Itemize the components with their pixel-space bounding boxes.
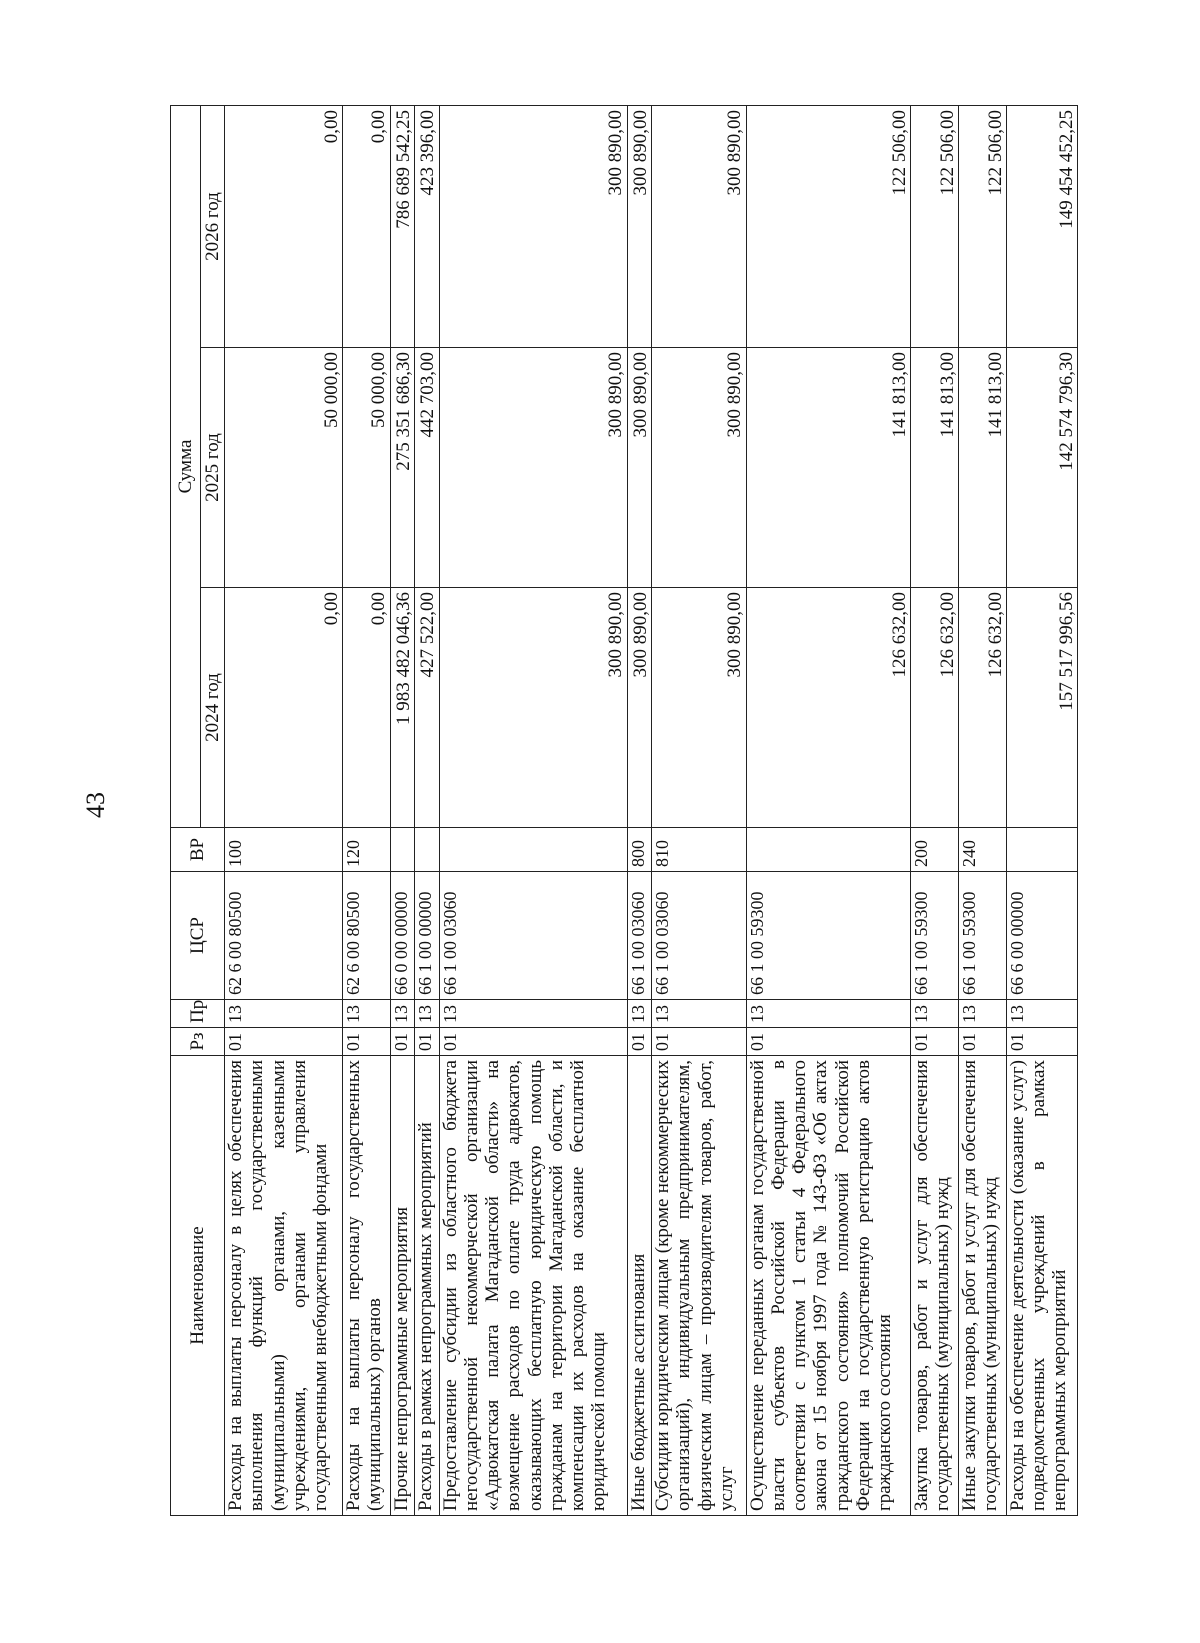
row-amount-2024: 126 632,00 — [746, 588, 911, 828]
row-pr: 13 — [439, 1000, 627, 1028]
page-number: 43 — [81, 792, 110, 818]
row-amount-2026: 300 890,00 — [627, 106, 651, 348]
header-year-2025: 2025 год — [201, 348, 225, 588]
row-csr: 62 6 00 80500 — [225, 872, 343, 1000]
table-row — [627, 106, 651, 1516]
table-row — [652, 106, 747, 1516]
row-amount-2026: 300 890,00 — [652, 106, 747, 348]
row-csr: 66 1 00 00000 — [415, 872, 439, 1000]
row-amount-2024: 300 890,00 — [439, 588, 627, 828]
row-amount-2024: 300 890,00 — [652, 588, 747, 828]
row-vr: 240 — [958, 828, 1006, 872]
row-rz: 01 — [652, 1028, 747, 1056]
header-sum: Сумма — [171, 106, 201, 828]
table-row — [342, 106, 390, 1516]
row-vr — [439, 828, 627, 872]
row-rz: 01 — [958, 1028, 1006, 1056]
row-pr: 13 — [652, 1000, 747, 1028]
row-name: Закупка товаров, работ и услуг для обеспечения государственных (муниципальных) нужд — [911, 1056, 959, 1516]
header-rz: Рз — [171, 1028, 225, 1056]
row-amount-2026: 149 454 452,25 — [1006, 106, 1077, 348]
row-amount-2025: 442 703,00 — [415, 348, 439, 588]
row-csr: 66 1 00 59300 — [911, 872, 959, 1000]
row-rz: 01 — [225, 1028, 343, 1056]
row-name: Прочие непрограммные мероприятия — [390, 1056, 414, 1516]
row-csr: 66 1 00 03060 — [627, 872, 651, 1000]
row-vr: 120 — [342, 828, 390, 872]
row-rz: 01 — [390, 1028, 414, 1056]
table-row — [390, 106, 414, 1516]
budget-table — [170, 105, 1078, 1516]
row-rz: 01 — [342, 1028, 390, 1056]
row-amount-2024: 300 890,00 — [627, 588, 651, 828]
row-amount-2025: 141 813,00 — [958, 348, 1006, 588]
row-pr: 13 — [225, 1000, 343, 1028]
row-rz: 01 — [415, 1028, 439, 1056]
row-csr: 62 6 00 80500 — [342, 872, 390, 1000]
row-name: Субсидии юридическим лицам (кроме некоммерческих организаций), индивидуальным предпринимателям, физическим лицам – производителям товаров, работ, услуг — [652, 1056, 747, 1516]
row-rz: 01 — [439, 1028, 627, 1056]
row-vr — [746, 828, 911, 872]
rotated-page-content — [170, 106, 1078, 1516]
row-amount-2024: 126 632,00 — [958, 588, 1006, 828]
row-amount-2026: 300 890,00 — [439, 106, 627, 348]
row-amount-2025: 141 813,00 — [746, 348, 911, 588]
row-amount-2026: 122 506,00 — [911, 106, 959, 348]
header-vr: ВР — [171, 828, 225, 872]
table-row — [439, 106, 627, 1516]
table-row — [415, 106, 439, 1516]
table-row — [911, 106, 959, 1516]
row-amount-2025: 275 351 686,30 — [390, 348, 414, 588]
row-vr — [1006, 828, 1077, 872]
row-name: Расходы на выплаты персоналу в целях обеспечения выполнения функций государственными (муниципальными) органами, казенными учреждениями, органами управления государственными внебюджетными фондами — [225, 1056, 343, 1516]
row-amount-2026: 122 506,00 — [958, 106, 1006, 348]
row-vr: 800 — [627, 828, 651, 872]
row-csr: 66 1 00 03060 — [439, 872, 627, 1000]
row-pr: 13 — [415, 1000, 439, 1028]
row-pr: 13 — [342, 1000, 390, 1028]
row-pr: 13 — [1006, 1000, 1077, 1028]
row-csr: 66 6 00 00000 — [1006, 872, 1077, 1000]
row-vr: 200 — [911, 828, 959, 872]
row-amount-2025: 141 813,00 — [911, 348, 959, 588]
row-rz: 01 — [911, 1028, 959, 1056]
row-amount-2025: 300 890,00 — [439, 348, 627, 588]
table-body — [225, 106, 1078, 1516]
row-csr: 66 1 00 03060 — [652, 872, 747, 1000]
row-rz: 01 — [627, 1028, 651, 1056]
row-amount-2026: 423 396,00 — [415, 106, 439, 348]
row-amount-2026: 0,00 — [225, 106, 343, 348]
row-name: Расходы на выплаты персоналу государственных (муниципальных) органов — [342, 1056, 390, 1516]
row-pr: 13 — [746, 1000, 911, 1028]
row-pr: 13 — [911, 1000, 959, 1028]
row-pr: 13 — [958, 1000, 1006, 1028]
row-amount-2025: 142 574 796,30 — [1006, 348, 1077, 588]
row-amount-2026: 786 689 542,25 — [390, 106, 414, 348]
row-pr: 13 — [390, 1000, 414, 1028]
row-amount-2024: 157 517 996,56 — [1006, 588, 1077, 828]
row-amount-2026: 0,00 — [342, 106, 390, 348]
row-name: Осуществление переданных органам государственной власти субъектов Российской Федерации в соответствии с пунктом 1 статьи 4 Федерального закона от 15 ноября 1997 года № 143-ФЗ «Об актах гражданского состояния» полномочий Российской Федерации на государственную регистрацию актов гражданского состояния — [746, 1056, 911, 1516]
table-row — [225, 106, 343, 1516]
row-name: Предоставление субсидии из областного бюджета негосударственной некоммерческой организации «Адвокатская палата Магаданской области» на возмещение расходов по оплате труда адвокатов, оказывающих бесплатную юридическую помощь гражданам на территории Магаданской области, и компенсации их расходов на оказание бесплатной юридической помощи — [439, 1056, 627, 1516]
table-row — [958, 106, 1006, 1516]
header-csr: ЦСР — [171, 872, 225, 1000]
row-rz: 01 — [746, 1028, 911, 1056]
row-amount-2024: 126 632,00 — [911, 588, 959, 828]
row-amount-2025: 300 890,00 — [627, 348, 651, 588]
header-row — [171, 106, 201, 1516]
row-amount-2024: 1 983 482 046,36 — [390, 588, 414, 828]
row-vr — [415, 828, 439, 872]
row-csr: 66 1 00 59300 — [958, 872, 1006, 1000]
header-name: Наименование — [171, 1056, 225, 1516]
row-vr: 810 — [652, 828, 747, 872]
row-amount-2026: 122 506,00 — [746, 106, 911, 348]
row-name: Иные бюджетные ассигнования — [627, 1056, 651, 1516]
header-year-2026: 2026 год — [201, 106, 225, 348]
row-name: Расходы на обеспечение деятельности (оказание услуг) подведомственных учреждений в рамках непрограммных мероприятий — [1006, 1056, 1077, 1516]
row-csr: 66 1 00 59300 — [746, 872, 911, 1000]
header-pr: Пр — [171, 1000, 225, 1028]
row-rz: 01 — [1006, 1028, 1077, 1056]
row-name: Иные закупки товаров, работ и услуг для обеспечения государственных (муниципальных) нужд — [958, 1056, 1006, 1516]
row-pr: 13 — [627, 1000, 651, 1028]
row-amount-2025: 50 000,00 — [225, 348, 343, 588]
row-csr: 66 0 00 00000 — [390, 872, 414, 1000]
row-vr — [390, 828, 414, 872]
row-name: Расходы в рамках непрограммных мероприятий — [415, 1056, 439, 1516]
row-amount-2025: 50 000,00 — [342, 348, 390, 588]
header-year-2024: 2024 год — [201, 588, 225, 828]
table-row — [746, 106, 911, 1516]
row-amount-2024: 0,00 — [225, 588, 343, 828]
row-amount-2025: 300 890,00 — [652, 348, 747, 588]
row-amount-2024: 427 522,00 — [415, 588, 439, 828]
table-row — [1006, 106, 1077, 1516]
row-amount-2024: 0,00 — [342, 588, 390, 828]
row-vr: 100 — [225, 828, 343, 872]
